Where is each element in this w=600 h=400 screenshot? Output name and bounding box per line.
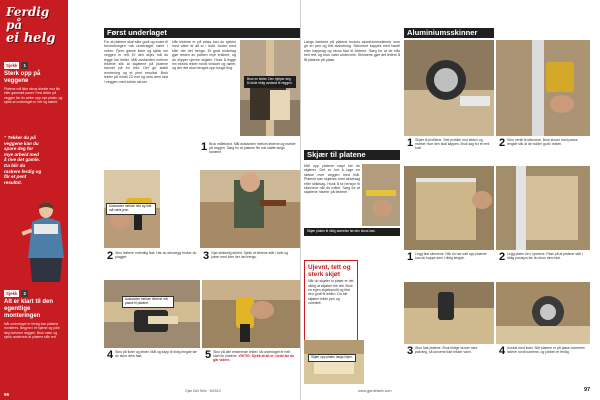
step-5-caption: 5 Skru på alle resterende lekter, så underlaget er helt klart for platene. VIKTIG: Sjekk at alt er i lodd før du går videre. [202, 348, 300, 384]
step-number: 3 [407, 345, 414, 357]
photo-label: Avstanden mellom lekt og lekt må være jevn. [106, 203, 156, 215]
step-number: 5 [205, 349, 212, 361]
tip-body: Når underlaget er ferdig kan platene monteres. Begynn i et hjørne og jobb deg bortover veggen. Bruk vater og sjekk underveis at platene står rett. [4, 322, 60, 339]
step-3c-caption: 3 Skru fast platene. Bruk riktige skruer med pakning, så skruene ikke lekker vann. [404, 344, 494, 384]
pull-quote: “ Tekker du på veggene kan du spare deg for mye arbeid med å rive det gamle. Da blir du raskere ferdig og får et pent resultat. [4, 135, 42, 185]
photo-label: Bruk en lekter. Den hjelper deg å holde riktig avstand til veggen. [244, 76, 296, 88]
tip-body: Platene må ikke skrus direkte mot flis eller gammelt panel. Fest lekter på veggen før du setter opp nye plater, og sjekk at underlaget er rett og stabilt. [4, 87, 63, 104]
tip-number: 1 [23, 63, 26, 68]
photo-board-edge [304, 340, 364, 384]
photo-saw [104, 280, 200, 348]
series-logo [6, 5, 64, 46]
page-number-right: 97 [584, 387, 591, 393]
step-2c-caption: 2 Legg plater inn i sporene. Pass på at platene står i riktig posisjon før du skrur dem fast. [496, 250, 590, 280]
photo-label: Skjær opp platen langs linjen. [308, 354, 356, 362]
photo-fit-plate [404, 166, 494, 250]
step-5-warning: VIKTIG: Sjekk at alt er i lodd før du går videre. [213, 354, 295, 363]
step-4-caption: 4 Skru på lister og lekter. Mål og kapp til riktig lengde før du skrur dem fast. [104, 348, 200, 384]
step-number: 1 [201, 141, 208, 153]
step-number: 1 [407, 251, 414, 263]
magazine-footer: Gjør Det Selv · 6/2010 [185, 389, 221, 393]
step-1b-caption: 1 Skjær til profilene. Sett profilen mot lekten og marker hvor den skal kappes. Bruk sag for et rent kutt. [404, 136, 494, 166]
photo-screw-plate [404, 282, 494, 344]
step-1-caption: 1 Bruk måleband. Mål avstanden mellom lektene og marker på veggen. Sørg for at platene får nok støtte langs kantene. [198, 140, 300, 168]
sidebar-tip-1 [0, 62, 68, 104]
sidebar-quote-block [0, 133, 46, 185]
photo-hammer [200, 170, 300, 248]
step-2-caption: 2 Skru lektene ordentlig fast. Har du stenvegg bruker du plugger. [104, 249, 204, 275]
body-column-4: Mål opp platene nøye før du skjærer. Det er lurt å lage en skisse over veggen med mål. Platene kan skjæres med sirkelsag eller stikksag. Husk å ta hensyn til skinnene når du måler. Sørg for at skjøtene havner på lektene. [304, 164, 360, 195]
tip-title: Alt er klart til den egentlige monteringen [4, 299, 54, 319]
step-2b-caption: 2 Skru ventil til skinnene. Bruk skruer med passe lengde slik at de holder godt i lekten. [496, 136, 590, 166]
section-title-first: Først underlaget [104, 28, 300, 38]
photo-slide-plate [496, 166, 590, 250]
tip-box-title: Ujevnt, tett og sterk skjøt [308, 264, 351, 279]
photo-label: Avstanden mellom lektene må passe til platene. [122, 296, 174, 308]
tip-title: Sterk opp på veggene [4, 71, 41, 84]
logo-line-2: ei helg [6, 31, 56, 46]
body-column-1: For at platene skal sitte godt og svare til forventningen må underlaget være i orden. Fjern gamle lister og sjekk om veggen er rett. Er den skjev må du legge inn lekter. Mål avstanden mellom lektene slik at skjøtene på platene havner på en lekt. Det gir stabil montering og et pent resultat. Bruk lekter på minst 23 mm og skru dem fast i veggen med solide skruer. [104, 40, 168, 84]
body-column-3: Langs kantene på platene brukes aluminiumsskinner som gir en pen og tett avslutning. Skinnene kappes med baufil eller kappsag og skrus fast til lektene. Sørg for at de står helt rett, og bruk vater underveis. Skinnene gjør det lettere å få platene på plass. [304, 40, 400, 62]
tip-box-body: Når du skjøter to plater er det viktig at skjøten blir tett. Bruk en egen skjøteprofil og fest den godt til lekten. Da blir skjøten både pen og vanntett. [308, 279, 354, 305]
photo-yellow-drill [202, 280, 300, 348]
tip-tag: Sjekk [6, 291, 18, 296]
step-number: 3 [203, 250, 210, 262]
step-1c-caption: 1 Legg fast skinnene. Når du har satt opp platene kan du kappe dem i riktig lengde. [404, 250, 494, 280]
photo-circular-saw [496, 282, 590, 344]
photo-lekter [240, 40, 300, 136]
step-number: 2 [499, 251, 506, 263]
logo-line-1: Ferdig på [6, 5, 50, 32]
photo-measure [362, 164, 400, 226]
step-number: 2 [107, 250, 114, 262]
step-number: 4 [107, 349, 114, 361]
step-number: 1 [407, 137, 414, 149]
step-4c-caption: 4 Avslutt med lister. Når platene er på plass monteres listene rundt kantene, og jobben er ferdig. [496, 344, 590, 384]
step-number: 4 [499, 345, 506, 357]
tip-number: 2 [23, 291, 26, 296]
sidebar-tip-2 [0, 290, 68, 339]
step-3-caption: 3 Gjør skikkelig arbeid. Sjekk at lektene står i lodd og juster med kiler der det trengs. [200, 249, 300, 275]
tip-tag: Sjekk [6, 63, 18, 68]
page-number-left: 96 [4, 392, 10, 397]
quote-open-icon: “ [4, 135, 8, 140]
body-column-2: Når lektene er på plass kan du sjekke med vater at alt er i lodd. Juster med kiler der det trengs. Et godt underlag gjør resten av jobben mye enklere, og du slipper ujevne skjøter. Husk å legge inn ekstra lekter rundt vinduer og dører, og der det skal henges opp tunge ting. [172, 40, 236, 71]
red-sidebar [0, 0, 68, 400]
photo-cut-profile [404, 40, 494, 136]
page-gutter [300, 0, 301, 400]
section-title-aluminium: Aluminiumsskinner [404, 28, 494, 38]
section-title-cut-plates: Skjær til platene [304, 150, 400, 160]
person-illustration [20, 200, 68, 282]
step-number: 2 [499, 137, 506, 149]
magazine-footer-url: www.gjordetselv.com [358, 389, 392, 393]
photo-screw-profile [496, 40, 590, 136]
photo-label: Skjær platen til riktig størrelse før den skrus fast. [304, 228, 400, 236]
